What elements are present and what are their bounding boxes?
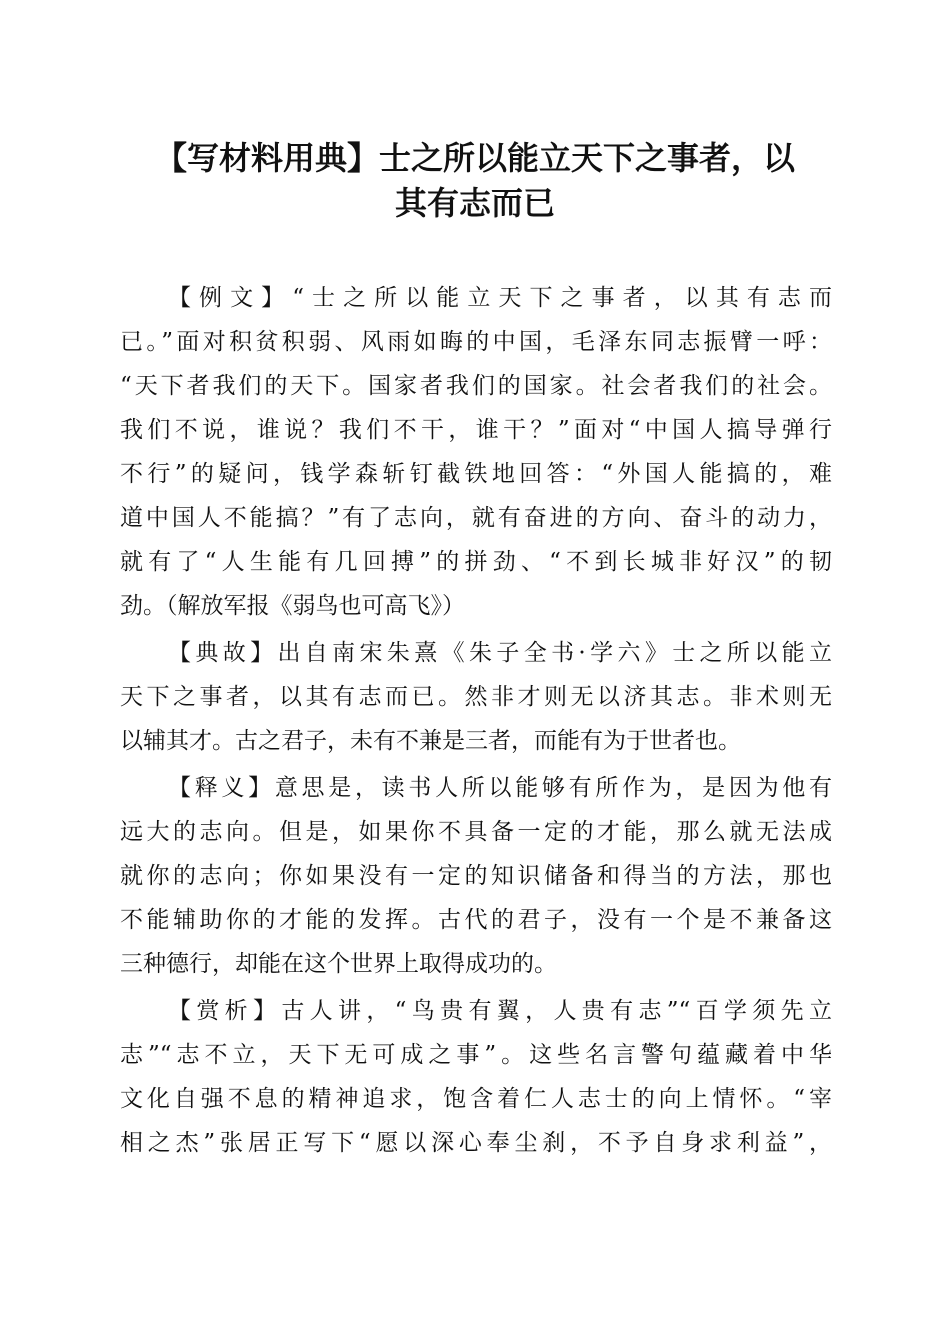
text-line: 【例文】“士之所以能立天下之事者，以其有志而 (168, 285, 832, 311)
text-line: “天下者我们的天下。国家者我们的国家。社会者我们的社会。 (120, 373, 832, 399)
text-line: 天下之事者，以其有志而已。然非才则无以济其志。非术则无 (120, 684, 832, 710)
text-line: 就你的志向；你如果没有一定的知识储备和得当的方法，那也 (120, 863, 832, 889)
text-line: 三种德行，却能在这个世界上取得成功的。 (120, 951, 557, 977)
text-line: 【释义】意思是，读书人所以能够有所作为，是因为他有 (168, 775, 832, 801)
text-line: 远大的志向。但是，如果你不具备一定的才能，那么就无法成 (120, 819, 832, 845)
text-line: 志”“志不立，天下无可成之事”。这些名言警句蕴藏着中华 (120, 1042, 832, 1068)
text-line: 【赏析】古人讲，“鸟贵有翼，人贵有志”“百学须先立 (168, 998, 832, 1024)
text-line: 相之杰”张居正写下“愿以深心奉尘刹，不予自身求利益”， (120, 1130, 832, 1156)
text-line: 不行”的疑问，钱学森斩钉截铁地回答：“外国人能搞的，难 (120, 461, 832, 487)
text-line: 已。”面对积贫积弱、风雨如晦的中国，毛泽东同志振臂一呼： (120, 329, 832, 355)
document-body (120, 276, 832, 1168)
text-line: 以辅其才。古之君子，未有不兼是三者，而能有为于世者也。 (120, 728, 741, 754)
title-line: 其有志而已 (394, 184, 555, 222)
paragraph-meaning (120, 766, 832, 986)
text-line: 不能辅助你的才能的发挥。古代的君子，没有一个是不兼备这 (120, 907, 832, 933)
paragraph-allusion (120, 631, 832, 763)
text-line: 劲。（解放军报《弱鸟也可高飞》） (120, 593, 465, 619)
text-line: 道中国人不能搞？”有了志向，就有奋进的方向、奋斗的动力， (120, 505, 832, 531)
text-line: 【典故】出自南宋朱熹《朱子全书·学六》士之所以能立 (168, 640, 832, 666)
paragraph-example (120, 276, 832, 628)
text-line: 就有了“人生能有几回搏”的拼劲、“不到长城非好汉”的韧 (120, 549, 832, 575)
text-line: 我们不说，谁说？我们不干，谁干？”面对“中国人搞导弹行 (120, 417, 832, 443)
text-line: 文化自强不息的精神追求，饱含着仁人志士的向上情怀。“宰 (120, 1086, 832, 1112)
document-title (100, 136, 850, 226)
title-line: 【写材料用典】士之所以能立天下之事者，以 (154, 139, 795, 177)
paragraph-appreciation (120, 989, 832, 1165)
